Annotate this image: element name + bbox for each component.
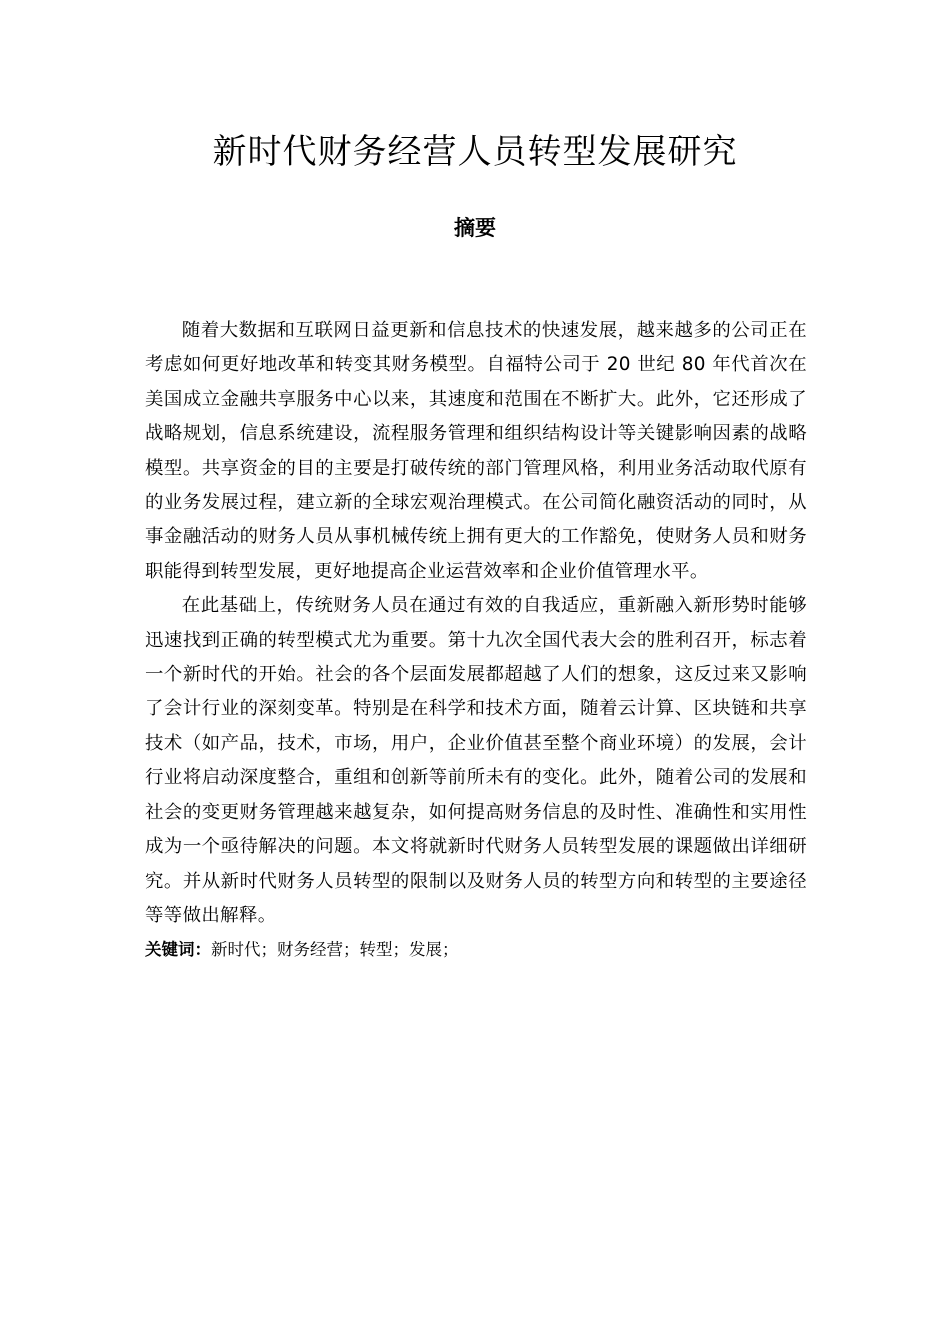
abstract-body [145,314,807,967]
keywords-value: 新时代；财务经营；转型；发展； [211,940,459,960]
keywords-label: 关键词： [145,940,211,960]
abstract-heading: 摘要 [454,216,496,240]
abstract-paragraph-2: 在此基础上，传统财务人员在通过有效的自我适应，重新融入新形势时能够迅速找到正确的转型模式尤为重要。第十九次全国代表大会的胜利召开，标志着一个新时代的开始。社会的各个层面发展都超越了人们的想象，这反过来又影响了会计行业的深刻变革。特别是在科学和技术方面，随着云计算、区块链和共享技术（如产品，技术，市场，用户，企业价值甚至整个商业环境）的发展，会计行业将启动深度整合，重组和创新等前所未有的变化。此外，随着公司的发展和社会的变更财务管理越来越复杂，如何提高财务信息的及时性、准确性和实用性成为一个亟待解决的问题。本文将就新时代财务人员转型发展的课题做出详细研究。并从新时代财务人员转型的限制以及财务人员的转型方向和转型的主要途径等等做出解释。 [145,595,807,926]
keywords-line [145,933,807,967]
abstract-paragraph-1: 随着大数据和互联网日益更新和信息技术的快速发展，越来越多的公司正在考虑如何更好地改革和转变其财务模型。自福特公司于 20 世纪 80 年代首次在美国成立金融共享服务中心以来，其速度和范围在不断扩大。此外，它还形成了战略规划，信息系统建设，流程服务管理和组织结构设计等关键影响因素的战略模型。共享资金的目的主要是打破传统的部门管理风格，利用业务活动取代原有的业务发展过程，建立新的全球宏观治理模式。在公司简化融资活动的同时，从事金融活动的财务人员从事机械传统上拥有更大的工作豁免，使财务人员和财务职能得到转型发展，更好地提高企业运营效率和企业价值管理水平。 [145,320,807,582]
document-title: 新时代财务经营人员转型发展研究 [212,132,738,172]
